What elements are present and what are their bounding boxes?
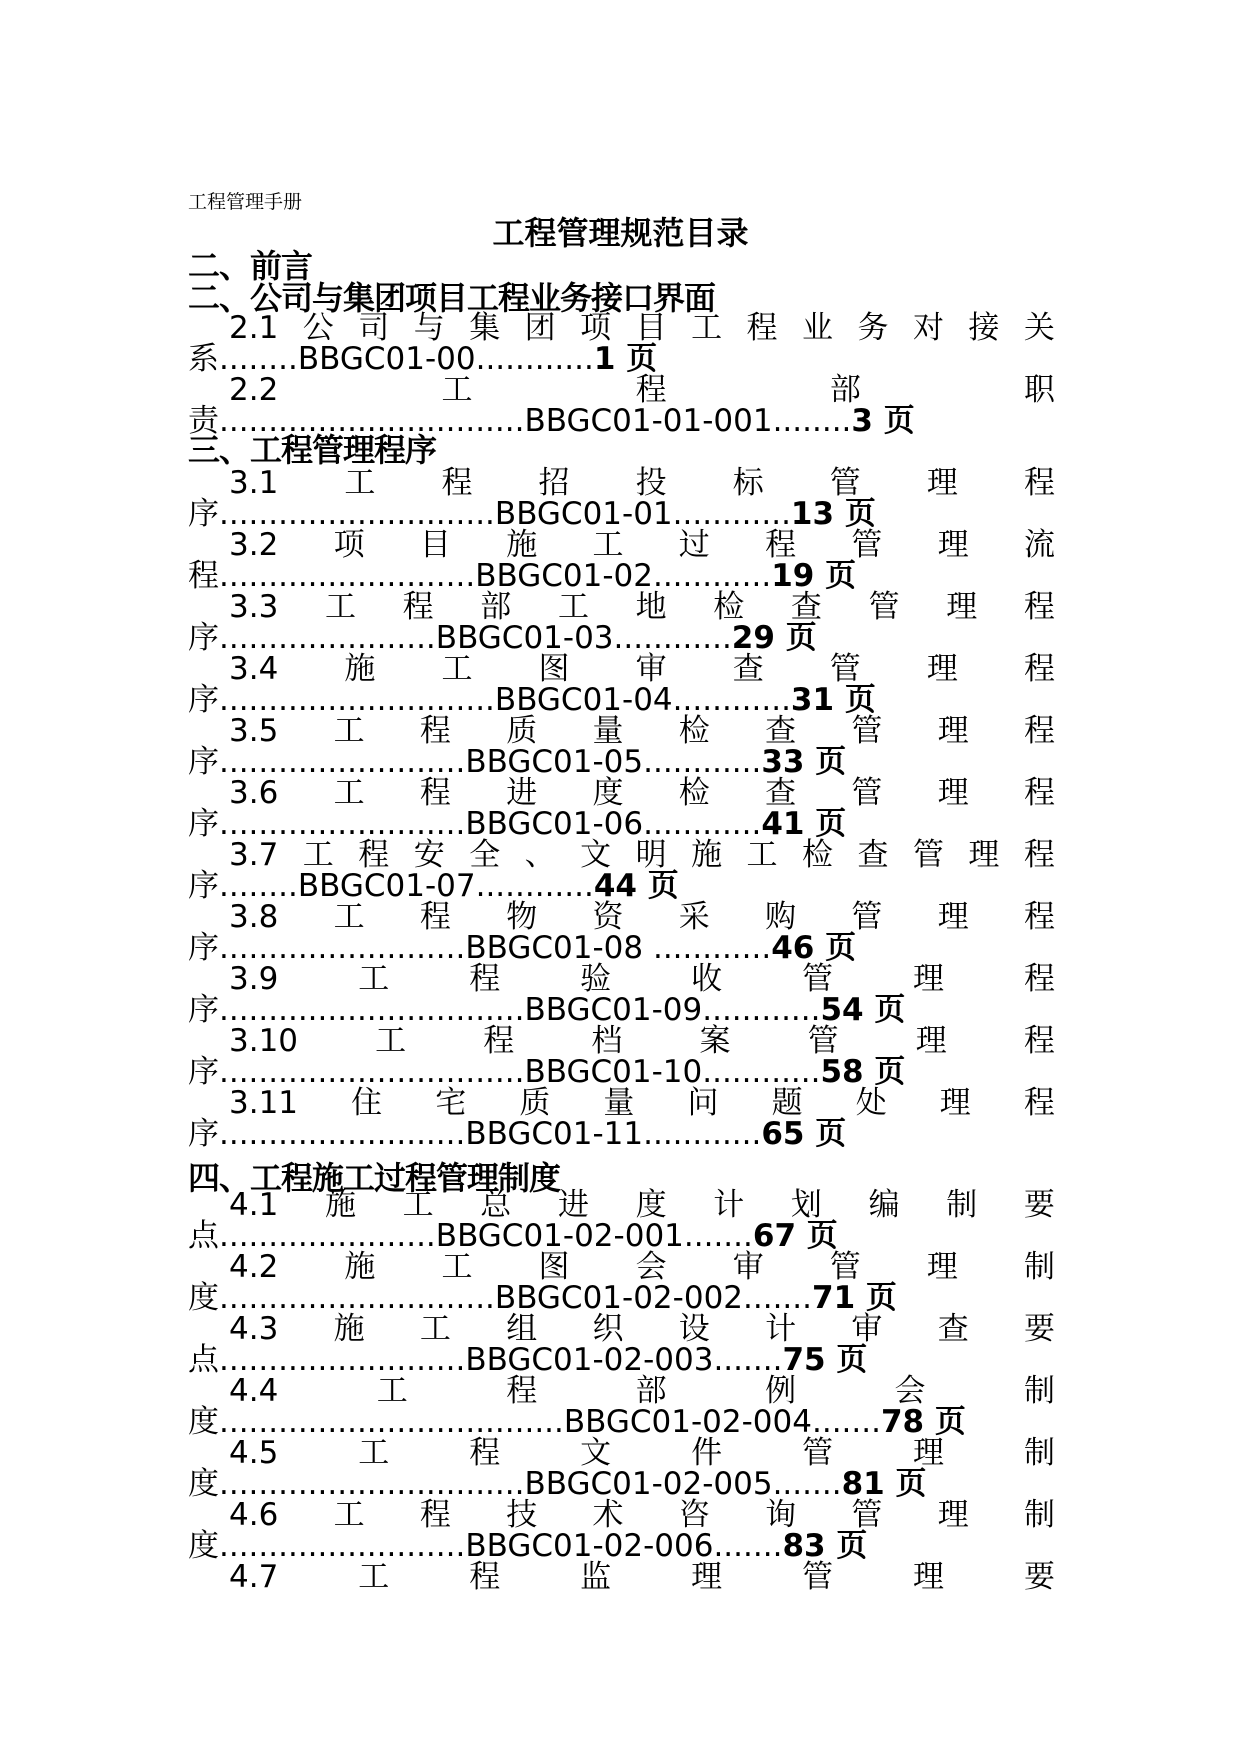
toc-entry-title-char: 制: [946, 1187, 978, 1223]
toc-leader-dots: .........................: [219, 1342, 466, 1378]
toc-entry-title-char: 程: [1023, 589, 1055, 625]
toc-entry-title-char: 程: [1023, 713, 1055, 749]
toc-entry-title-char: 划: [790, 1187, 822, 1223]
toc-entry-title-char: 组: [506, 1311, 538, 1347]
toc-entry-title-char: 工: [746, 837, 778, 873]
toc-entry-title-char: 问: [687, 1085, 719, 1121]
toc-entry-title-char: 文: [580, 837, 612, 873]
toc-leader-dots: ........: [219, 868, 298, 904]
toc-entry-number: 4.5: [229, 1435, 279, 1471]
toc-leader-dots: ........: [219, 341, 298, 377]
toc-entry-title-char: 理: [937, 1497, 969, 1533]
toc-entry-title-char: 工: [557, 589, 589, 625]
toc-page-ref[interactable]: 13 页: [790, 496, 876, 532]
toc-entry-title-tail: 序: [188, 992, 219, 1028]
toc-leader-dots: ............: [672, 496, 791, 532]
toc-entry-number: 3.6: [229, 775, 279, 811]
toc-entry-title-char: 要: [1023, 1311, 1055, 1347]
section-heading: 二、前言: [188, 247, 313, 285]
toc-entry-title-char: 工: [358, 1435, 390, 1471]
toc-entry-code: BBGC01-10: [524, 1054, 703, 1090]
toc-entry-title-tail: 序: [188, 682, 219, 718]
toc-entry-title-char: 理: [913, 961, 945, 997]
toc-entry-code: BBGC01-02-006: [465, 1528, 714, 1564]
toc-entry-title-char: 工: [592, 527, 624, 563]
toc-entry-title-char: 量: [592, 713, 624, 749]
toc-entry-title-tail: 序: [188, 868, 219, 904]
toc-entry-title-char: 管: [851, 527, 883, 563]
toc-entry-title-tail: 度: [188, 1280, 219, 1316]
toc-entry-number: 3.1: [229, 465, 279, 501]
toc-entry-title-char: 理: [926, 1249, 958, 1285]
toc-entry-title-char: 程: [1023, 837, 1055, 873]
section-heading: 四、工程施工过程管理制度: [188, 1159, 561, 1197]
toc-entry-title-char: 理: [937, 775, 969, 811]
toc-leader-dots: .......: [713, 1342, 783, 1378]
toc-entry-title-char: 管: [868, 589, 900, 625]
toc-entry-title-tail: 度: [188, 1528, 219, 1564]
toc-page-ref[interactable]: 19 页: [771, 558, 857, 594]
toc-entry-title-char: 地: [635, 589, 667, 625]
toc-entry-title-char: 题: [771, 1085, 803, 1121]
toc-entry-title-char: 监: [580, 1559, 612, 1595]
toc-entry-number: 3.5: [229, 713, 279, 749]
toc-entry-title-tail: 序: [188, 1116, 219, 1152]
toc-entry-title-char: 术: [592, 1497, 624, 1533]
toc-page-ref[interactable]: 81 页: [841, 1466, 927, 1502]
toc-entry-title-char: 部: [480, 589, 512, 625]
toc-entry-title-char: 管: [807, 1023, 839, 1059]
toc-entry-code: BBGC01-11: [465, 1116, 644, 1152]
document-title: 工程管理规范目录: [492, 214, 749, 252]
toc-entry-title-char: 制: [1023, 1497, 1055, 1533]
toc-entry-number: 3.10: [229, 1023, 299, 1059]
toc-entry-title-char: 部: [829, 372, 861, 408]
toc-leader-dots: ...............................: [219, 992, 525, 1028]
toc-entry-title-char: 工: [333, 775, 365, 811]
toc-entry-title-char: 管: [829, 1249, 861, 1285]
toc-entry-title-char: 件: [691, 1435, 723, 1471]
toc-entry-title-char: 工: [376, 1373, 408, 1409]
running-header: 工程管理手册: [188, 191, 303, 213]
toc-entry-number: 4.4: [229, 1373, 279, 1409]
toc-entry-title-tail: 序: [188, 496, 219, 532]
toc-entry-number: 4.2: [229, 1249, 279, 1285]
toc-leader-dots: .......: [772, 1466, 842, 1502]
toc-entry-title-char: 管: [802, 1435, 834, 1471]
toc-page-ref[interactable]: 46 页: [771, 930, 857, 966]
toc-entry-title-char: 安: [413, 837, 445, 873]
toc-entry-title-char: 检: [678, 713, 710, 749]
toc-leader-dots: ............: [652, 558, 772, 594]
toc-leader-dots: ...............................: [219, 1054, 525, 1090]
toc-entry-title-char: 图: [538, 651, 570, 687]
toc-entry-code: BBGC01-01-001: [524, 403, 773, 439]
toc-leader-dots: .........................: [219, 806, 466, 842]
toc-page-ref[interactable]: 54 页: [820, 992, 906, 1028]
toc-entry-title-char: 工: [441, 1249, 473, 1285]
toc-leader-dots: ........: [772, 403, 852, 439]
toc-entry-title-tail: 序: [188, 930, 219, 966]
toc-entry-number: 4.1: [229, 1187, 279, 1223]
toc-entry-title-char: 质: [506, 713, 538, 749]
toc-entry-code: BBGC01-04: [494, 682, 673, 718]
toc-entry-title-char: 管: [851, 899, 883, 935]
toc-entry-title-char: 程: [469, 961, 501, 997]
toc-entry-title-char: 公: [302, 310, 334, 346]
toc-entry-title-char: 流: [1023, 527, 1055, 563]
toc-page-ref[interactable]: 1 页: [593, 341, 658, 377]
toc-entry-code: BBGC01-05: [465, 744, 644, 780]
toc-entry-title-char: 采: [678, 899, 710, 935]
toc-entry-title-char: 理: [926, 651, 958, 687]
toc-leader-dots: .......: [811, 1404, 881, 1440]
toc-entry-title-char: 职: [1024, 372, 1055, 408]
toc-entry-title-char: 理: [939, 1085, 971, 1121]
toc-entry-title-char: 招: [538, 465, 570, 501]
toc-entry-title-char: 物: [506, 899, 538, 935]
toc-entry-title-char: 、: [524, 837, 556, 873]
toc-entry-number: 2.2: [229, 372, 279, 408]
toc-entry-code: BBGC01-02-005: [524, 1466, 773, 1502]
toc-entry-title-char: 程: [419, 1497, 451, 1533]
toc-entry-title-char: 理: [926, 465, 958, 501]
toc-entry-number: 3.4: [229, 651, 279, 687]
toc-entry-title-char: 程: [469, 1435, 501, 1471]
toc-entry-line: [229, 1559, 1055, 1595]
toc-entry-title-char: 程: [635, 372, 667, 408]
toc-entry-number: 3.8: [229, 899, 279, 935]
toc-entry-title-char: 工: [333, 1497, 365, 1533]
toc-entry-title-char: 理: [937, 713, 969, 749]
toc-entry-title-char: 关: [1023, 310, 1055, 346]
toc-entry-title-char: 施: [344, 1249, 376, 1285]
toc-entry-title-char: 施: [344, 651, 376, 687]
toc-page-ref[interactable]: 29 页: [731, 620, 817, 656]
toc-leader-dots: ............: [643, 806, 762, 842]
toc-entry-title-char: 检: [713, 589, 745, 625]
toc-entry-title-char: 度: [635, 1187, 667, 1223]
toc-entry-title-char: 审: [851, 1311, 883, 1347]
toc-leader-dots: ............: [475, 341, 594, 377]
toc-leader-dots: ............: [643, 1116, 762, 1152]
toc-entry-title-char: 程: [419, 713, 451, 749]
toc-entry-title-char: 管: [802, 961, 834, 997]
toc-entry-title-char: 过: [678, 527, 710, 563]
toc-entry-code: BBGC01-09: [524, 992, 703, 1028]
toc-entry-title-char: 团: [524, 310, 556, 346]
toc-entry-code: BBGC01-06: [465, 806, 644, 842]
toc-entry-title-char: 业: [802, 310, 833, 346]
toc-entry-title-tail: 责: [188, 403, 219, 439]
toc-entry-title-char: 理: [937, 899, 969, 935]
toc-entry-title-char: 审: [732, 1249, 764, 1285]
toc-entry-title-char: 程: [1023, 465, 1055, 501]
toc-entry-code: BBGC01-07: [297, 868, 476, 904]
toc-entry-title-char: 技: [506, 1497, 538, 1533]
toc-leader-dots: ............: [702, 1054, 821, 1090]
toc-entry-title-char: 编: [868, 1187, 900, 1223]
toc-entry-title-char: 工: [691, 310, 723, 346]
toc-entry-title-char: 宅: [435, 1085, 467, 1121]
toc-leader-dots: ...............................: [219, 1466, 525, 1502]
toc-entry-title-char: 程: [1023, 961, 1055, 997]
toc-entry-title-char: 工: [441, 651, 473, 687]
toc-entry-title-char: 理: [691, 1559, 723, 1595]
toc-entry-title-char: 施: [333, 1311, 365, 1347]
toc-entry-title-char: 查: [857, 837, 889, 873]
toc-entry-number: 4.3: [229, 1311, 279, 1347]
toc-entry-title-char: 收: [691, 961, 723, 997]
toc-entry-code: BBGC01-02-003: [465, 1342, 714, 1378]
toc-entry-title-tail: 序: [188, 1054, 219, 1090]
toc-entry-title-char: 程: [1023, 899, 1055, 935]
toc-leader-dots: ...................................: [219, 1404, 564, 1440]
toc-entry-title-tail: 序: [188, 806, 219, 842]
toc-entry-title-char: 验: [580, 961, 612, 997]
toc-entry-title-char: 工: [302, 837, 334, 873]
toc-entry-title-char: 会: [635, 1249, 667, 1285]
toc-leader-dots: ..........................: [219, 558, 476, 594]
toc-entry-title-char: 程: [1023, 1023, 1055, 1059]
toc-entry-code: BBGC01-02-004: [563, 1404, 812, 1440]
toc-entry-code: BBGC01-02: [475, 558, 653, 594]
toc-entry-title-char: 进: [506, 775, 538, 811]
toc-entry-title-char: 进: [557, 1187, 589, 1223]
toc-entry-title-char: 理: [937, 527, 969, 563]
toc-entry-title-char: 接: [968, 310, 1000, 346]
toc-entry-title-char: 档: [591, 1023, 623, 1059]
toc-entry-title-char: 计: [765, 1311, 797, 1347]
toc-entry-title-char: 查: [790, 589, 822, 625]
toc-entry-title-char: 检: [802, 837, 833, 873]
toc-entry-title-char: 司: [358, 310, 390, 346]
toc-leader-dots: ...............................: [219, 403, 525, 439]
toc-entry-title-char: 工: [375, 1023, 407, 1059]
toc-entry-title-tail: 点: [188, 1342, 219, 1378]
toc-leader-dots: ......................: [219, 1218, 436, 1254]
toc-entry-title-char: 织: [592, 1311, 624, 1347]
toc-entry-title-char: 项: [580, 310, 612, 346]
toc-entry-code: BBGC01-00: [297, 341, 476, 377]
toc-entry-title-char: 查: [765, 713, 797, 749]
toc-entry-title-char: 投: [635, 465, 667, 501]
toc-entry-title-char: 计: [713, 1187, 745, 1223]
toc-entry-title-char: 程: [1023, 1085, 1055, 1121]
toc-page-ref[interactable]: 33 页: [761, 744, 847, 780]
toc-page-ref[interactable]: 31 页: [790, 682, 876, 718]
toc-page-ref[interactable]: 75 页: [782, 1342, 868, 1378]
toc-leader-dots: ............................: [219, 682, 495, 718]
toc-entry-title-char: 管: [802, 1559, 834, 1595]
toc-page-ref[interactable]: 67 页: [752, 1218, 838, 1254]
toc-entry-number: 3.11: [229, 1085, 299, 1121]
toc-entry-title-tail: 度: [188, 1404, 219, 1440]
toc-entry-title-char: 程: [483, 1023, 515, 1059]
toc-entry-title-tail: 程: [188, 558, 219, 594]
toc-entry-title-char: 全: [469, 837, 501, 873]
toc-entry-title-char: 总: [480, 1187, 512, 1223]
toc-entry-title-char: 对: [912, 310, 944, 346]
toc-entry-title-char: 程: [469, 1559, 501, 1595]
toc-entry-title-char: 程: [402, 589, 434, 625]
toc-leader-dots: ............: [613, 620, 732, 656]
toc-page-ref[interactable]: 78 页: [880, 1404, 966, 1440]
toc-leader-dots: .........................: [219, 930, 466, 966]
toc-entry-title-char: 制: [1023, 1435, 1055, 1471]
toc-entry-title-char: 管: [851, 1497, 883, 1533]
toc-page-ref[interactable]: 83 页: [782, 1528, 868, 1564]
toc-entry-title-char: 资: [592, 899, 624, 935]
toc-entry-continuation: [188, 403, 915, 439]
toc-entry-title-char: 询: [765, 1497, 797, 1533]
toc-entry-title-char: 购: [765, 899, 797, 935]
toc-entry-title-char: 程: [746, 310, 778, 346]
toc-entry-title-char: 程: [358, 837, 390, 873]
toc-entry-title-char: 工: [333, 713, 365, 749]
toc-entry-title-char: 工: [441, 372, 473, 408]
toc-entry-title-char: 审: [635, 651, 667, 687]
toc-leader-dots: ............: [643, 744, 762, 780]
toc-entry-title-char: 度: [592, 775, 624, 811]
toc-entry-number: 4.6: [229, 1497, 279, 1533]
toc-entry-code: BBGC01-01: [494, 496, 673, 532]
toc-entry-title-char: 管: [829, 651, 861, 687]
toc-entry-title-char: 明: [635, 837, 667, 873]
toc-entry-code: BBGC01-02-002: [494, 1280, 744, 1316]
toc-entry-title-char: 标: [732, 465, 764, 501]
toc-entry-title-tail: 点: [188, 1218, 219, 1254]
toc-entry-title-char: 理: [968, 837, 1000, 873]
toc-entry-title-tail: 系: [188, 341, 219, 377]
toc-leader-dots: ......................: [219, 620, 436, 656]
toc-entry-title-char: 理: [913, 1559, 945, 1595]
toc-entry-title-char: 施: [506, 527, 538, 563]
toc-entry-title-char: 工: [358, 961, 390, 997]
toc-entry-title-char: 项: [333, 527, 365, 563]
toc-leader-dots: .........................: [219, 1116, 466, 1152]
toc-leader-dots: ............: [475, 868, 594, 904]
toc-entry-title-char: 管: [851, 713, 883, 749]
toc-entry-title-char: 务: [857, 310, 889, 346]
toc-leader-dots: .........................: [219, 744, 466, 780]
toc-entry-title-char: 管: [912, 837, 944, 873]
toc-entry-title-char: 要: [1023, 1187, 1055, 1223]
section-heading: 三、工程管理程序: [188, 431, 437, 469]
toc-entry-title-char: 图: [538, 1249, 570, 1285]
toc-entry-title-char: 住: [351, 1085, 383, 1121]
toc-page-ref[interactable]: 71 页: [812, 1280, 897, 1316]
toc-leader-dots: ............................: [219, 496, 495, 532]
toc-entry-title-char: 量: [603, 1085, 635, 1121]
toc-entry-title-char: 例: [765, 1373, 797, 1409]
toc-entry-title-char: 集: [469, 310, 501, 346]
toc-entry-title-char: 理: [915, 1023, 947, 1059]
toc-entry-title-char: 案: [699, 1023, 731, 1059]
toc-entry-title-char: 咨: [678, 1497, 710, 1533]
toc-entry-number: 3.3: [229, 589, 279, 625]
section-heading: 二、公司与集团项目工程业务接口界面: [188, 279, 716, 317]
toc-entry-title-char: 查: [732, 651, 764, 687]
toc-entry-continuation: [188, 1116, 846, 1152]
toc-leader-dots: .........................: [219, 1528, 466, 1564]
toc-entry-title-char: 会: [894, 1373, 926, 1409]
toc-entry-number: 4.7: [229, 1559, 279, 1595]
toc-entry-number: 3.7: [229, 837, 279, 873]
toc-entry-title-char: 理: [946, 589, 978, 625]
toc-leader-dots: ............: [672, 682, 791, 718]
toc-leader-dots: .......: [713, 1528, 783, 1564]
toc-leader-dots: ............: [643, 930, 772, 966]
toc-entry-title-char: 部: [635, 1373, 667, 1409]
toc-entry-title-char: 制: [1023, 1373, 1055, 1409]
toc-entry-title-char: 检: [678, 775, 710, 811]
toc-entry-number: 2.1: [229, 310, 279, 346]
toc-entry-title-char: 处: [855, 1085, 887, 1121]
toc-entry-title-tail: 序: [188, 620, 219, 656]
toc-page-ref[interactable]: 44 页: [593, 868, 679, 904]
toc-entry-title-char: 工: [358, 1559, 390, 1595]
toc-entry-number: 3.2: [229, 527, 279, 563]
toc-entry-title-char: 查: [937, 1311, 969, 1347]
toc-page-ref[interactable]: 58 页: [820, 1054, 906, 1090]
toc-entry-title-char: 理: [913, 1435, 945, 1471]
toc-entry-code: BBGC01-03: [435, 620, 614, 656]
toc-leader-dots: .......: [743, 1280, 812, 1316]
toc-entry-title-tail: 度: [188, 1466, 219, 1502]
toc-entry-title-char: 查: [765, 775, 797, 811]
toc-entry-title-char: 施: [324, 1187, 356, 1223]
toc-entry-title-char: 管: [829, 465, 861, 501]
toc-entry-number: 3.9: [229, 961, 279, 997]
toc-entry-title-char: 施: [691, 837, 723, 873]
toc-page-ref[interactable]: 41 页: [761, 806, 847, 842]
toc-entry-title-char: 程: [1023, 775, 1055, 811]
toc-entry-title-char: 制: [1023, 1249, 1055, 1285]
toc-entry-title-char: 与: [413, 310, 445, 346]
toc-entry-title-char: 程: [441, 465, 473, 501]
toc-entry-title-tail: 序: [188, 744, 219, 780]
toc-entry-title-char: 工: [333, 899, 365, 935]
toc-entry-title-char: 要: [1023, 1559, 1055, 1595]
toc-entry-code: BBGC01-08: [465, 930, 644, 966]
toc-entry-title-char: 程: [1023, 651, 1055, 687]
toc-entry-title-char: 目: [419, 527, 451, 563]
toc-entry-title-char: 设: [678, 1311, 710, 1347]
toc-entry-title-char: 工: [344, 465, 376, 501]
toc-entry-title-char: 程: [506, 1373, 538, 1409]
toc-page-ref[interactable]: 65 页: [761, 1116, 847, 1152]
toc-entry-title-char: 工: [324, 589, 356, 625]
toc-leader-dots: ............................: [219, 1280, 495, 1316]
toc-entry-title-char: 目: [635, 310, 667, 346]
toc-entry-title-char: 程: [419, 775, 451, 811]
toc-leader-dots: ............: [702, 992, 821, 1028]
toc-entry-title-char: 质: [519, 1085, 551, 1121]
toc-page-ref[interactable]: 3 页: [851, 403, 915, 439]
toc-entry-title-char: 程: [419, 899, 451, 935]
toc-entry-title-char: 工: [419, 1311, 451, 1347]
toc-entry-title-char: 管: [851, 775, 883, 811]
toc-entry-title-char: 文: [580, 1435, 612, 1471]
toc-leader-dots: .......: [683, 1218, 753, 1254]
toc-entry-title-char: 程: [765, 527, 797, 563]
toc-entry-title-char: 工: [402, 1187, 434, 1223]
toc-entry-code: BBGC01-02-001: [435, 1218, 684, 1254]
